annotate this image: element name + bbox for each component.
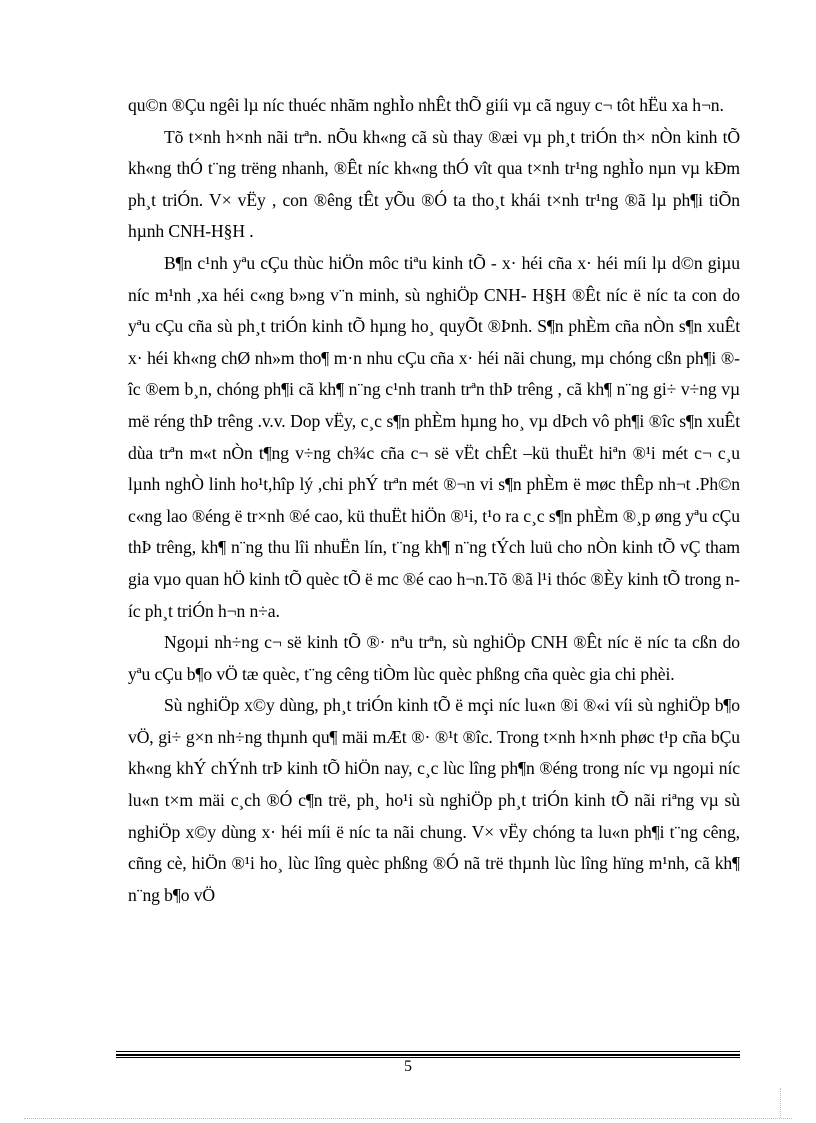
- page-corner-dots: [780, 1088, 781, 1118]
- footer-rule-top: [116, 1051, 740, 1052]
- paragraph-4: Ngoµi nh÷ng c¬ së kinh tÕ ®· nªu trªn, sù nghiÖp CNH ®Êt níc ë níc ta cßn do yªu cÇu b¶o vÖ tæ quèc, t¨ng cêng tiÒm lùc quèc phßng cña quèc gia chi phèi.: [128, 632, 740, 684]
- footer-rule-middle: [116, 1054, 740, 1056]
- page-border-dots: [24, 1118, 792, 1119]
- paragraph-2: Tõ t×nh h×nh nãi trªn. nÕu kh«ng cã sù thay ®æi vµ ph¸t triÓn th× nÒn kinh tÕ kh«ng thÓ t¨ng trëng nhanh, ®Êt níc kh«ng thÓ vît qua t×nh tr¹ng nghÌo nµn vµ kÐm ph¸t triÓn. V× vËy , con ®êng tÊt yÕu ®Ó ta tho¸t khái t×nh tr¹ng ®ã lµ ph¶i tiÕn hµnh CNH-H§H .: [128, 126, 740, 242]
- page-number: 5: [404, 1058, 412, 1075]
- paragraph-5: Sù nghiÖp x©y dùng, ph¸t triÓn kinh tÕ ë mçi níc lu«n ®i ®«i víi sù nghiÖp b¶o vÖ, gi÷ g×n nh÷ng thµnh qu¶ mäi mÆt ®· ®¹t ®îc. Trong t×nh h×nh phøc t¹p cña bÇu kh«ng khÝ chÝnh trÞ kinh tÕ hiÖn nay, c¸c lùc lîng ph¶n ®éng trong níc vµ ngoµi níc lu«n t×m mäi c¸ch ®Ó c¶n trë, ph¸ ho¹i sù nghiÖp ph¸t triÓn kinh tÕ nãi riªng vµ sù nghiÖp x©y dùng x· héi míi ë níc ta nãi chung. V× vËy chóng ta lu«n ph¶i t¨ng cêng, cñng cè, hiÖn ®¹i ho¸ lùc lîng quèc phßng ®Ó nã trë thµnh lùc lîng hïng m¹nh, cã kh¶ n¨ng b¶o vÖ: [128, 695, 740, 905]
- paragraph-1: qu©n ®Çu ngêi lµ níc thuéc nhãm nghÌo nhÊt thÕ giíi vµ cã nguy c¬ tôt hËu xa h¬n.: [128, 95, 724, 115]
- paragraph-3: B¶n c¹nh yªu cÇu thùc hiÖn môc tiªu kinh tÕ - x· héi cña x· héi míi lµ d©n giµu níc m¹nh ,xa héi c«ng b»ng v¨n minh, sù nghiÖp CNH- H§H ®Êt níc ë níc ta con do yªu cÇu cña sù ph¸t triÓn kinh tÕ hµng ho¸ quyÕt ®Þnh. S¶n phÈm cña nÒn s¶n xuÊt x· héi kh«ng chØ nh»m tho¶ m·n nhu cÇu cña x· héi nãi chung, mµ chóng cßn ph¶i ®îc ®em b¸n, chóng ph¶i cã kh¶ n¨ng c¹nh tranh trªn thÞ trêng , cã kh¶ n¨ng gi÷ v÷ng vµ më réng thÞ trêng .v.v. Dop vËy, c¸c s¶n phÈm hµng ho¸ vµ dÞch vô ph¶i ®îc s¶n xuÊt dùa trªn m«t nÒn t¶ng v÷ng ch¾c cña c¬ së vËt chÊt –kü thuËt hiªn ®¹i mét c¬ c¸u lµnh nghÒ linh ho¹t,hîp lý ,chi phÝ trªn mét ®¬n vi s¶n phÈm ë møc thÊp nh¬t .Ph©n c«ng lao ®éng ë tr×nh ®é cao, kü thuËt hiÖn ®¹i, t¹o ra c¸c s¶n phÈm ®¸p øng yªu cÇu thÞ trêng, kh¶ n¨ng thu lîi nhuËn lín, t¨ng kh¶ n¨ng tÝch luü cho nÒn kinh tÕ vÇ tham gia vµo quan hÖ kinh tÕ quèc tÕ ë mc ®é cao h¬n.Tõ ®ã l¹i thóc ®Èy kinh tÕ trong níc ph¸t triÓn h¬n n÷a.: [128, 252, 740, 621]
- body-text: [128, 90, 740, 911]
